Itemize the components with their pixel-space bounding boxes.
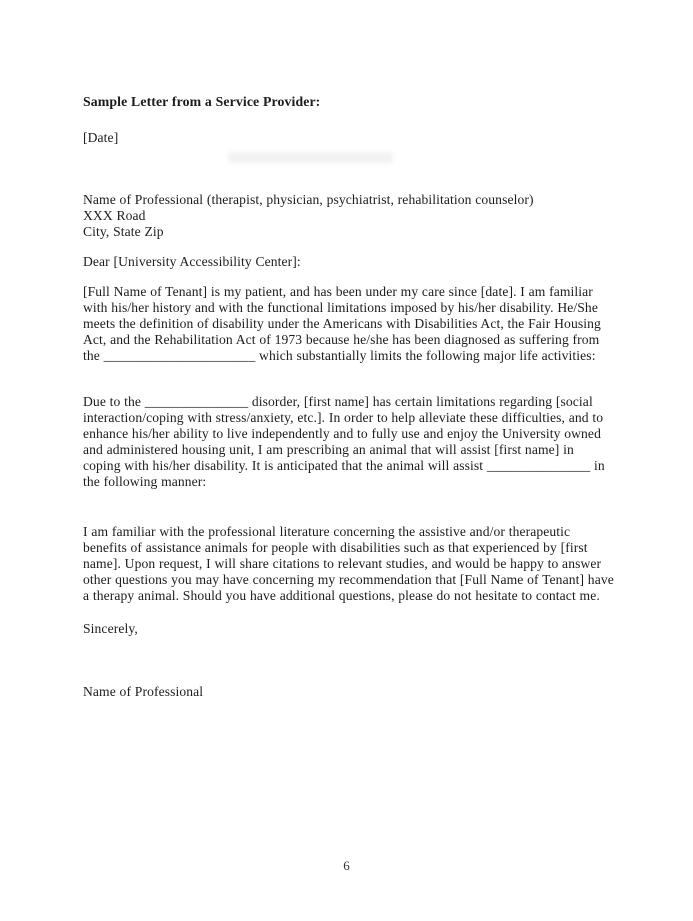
recipient-street-line: XXX Road bbox=[83, 208, 146, 223]
recipient-city-line: City, State Zip bbox=[83, 224, 164, 239]
paragraph-prescription: Due to the _______________ disorder, [first name] has certain limitations regarding [social interaction/coping with stress/anxiety, etc.]. In order to help alleviate these difficulties, and to enhance his/her ability to live independently and to fully use and enjoy the University owned and administered housing unit, I am prescribing an animal that will assist [first name] in coping with his/her disability. It is anticipated that the animal will assist _______________ in the following manner: bbox=[83, 394, 605, 489]
recipient-name-line: Name of Professional (therapist, physician, psychiatrist, rehabilitation counselor) bbox=[83, 192, 534, 207]
letter-body bbox=[83, 94, 615, 700]
paragraph-diagnosis: [Full Name of Tenant] is my patient, and has been under my care since [date]. I am familiar with his/her history and with the functional limitations imposed by his/her disability. He/She meets the definition of disability under the Americans with Disabilities Act, the Fair Housing Act, and the Rehabilitation Act of 1973 because he/she has been diagnosed as suffering from the ______________________ which substantially limits the following major life activities: bbox=[83, 284, 601, 363]
page-number: 6 bbox=[343, 858, 350, 873]
signature-name: Name of Professional bbox=[83, 684, 204, 699]
recipient-block bbox=[83, 192, 615, 240]
date-placeholder: [Date] bbox=[83, 130, 119, 145]
letter-heading: Sample Letter from a Service Provider: bbox=[83, 94, 321, 109]
closing: Sincerely, bbox=[83, 621, 138, 636]
salutation: Dear [University Accessibility Center]: bbox=[83, 254, 301, 269]
paragraph-literature: I am familiar with the professional literature concerning the assistive and/or therapeutic benefits of assistance animals for people with disabilities such as that experienced by [first name]. Upon request, I will share citations to relevant studies, and would be happy to answer other questions you may have concerning my recommendation that [Full Name of Tenant] have a therapy animal. Should you have additional questions, please do not hesitate to contact me. bbox=[83, 524, 614, 603]
